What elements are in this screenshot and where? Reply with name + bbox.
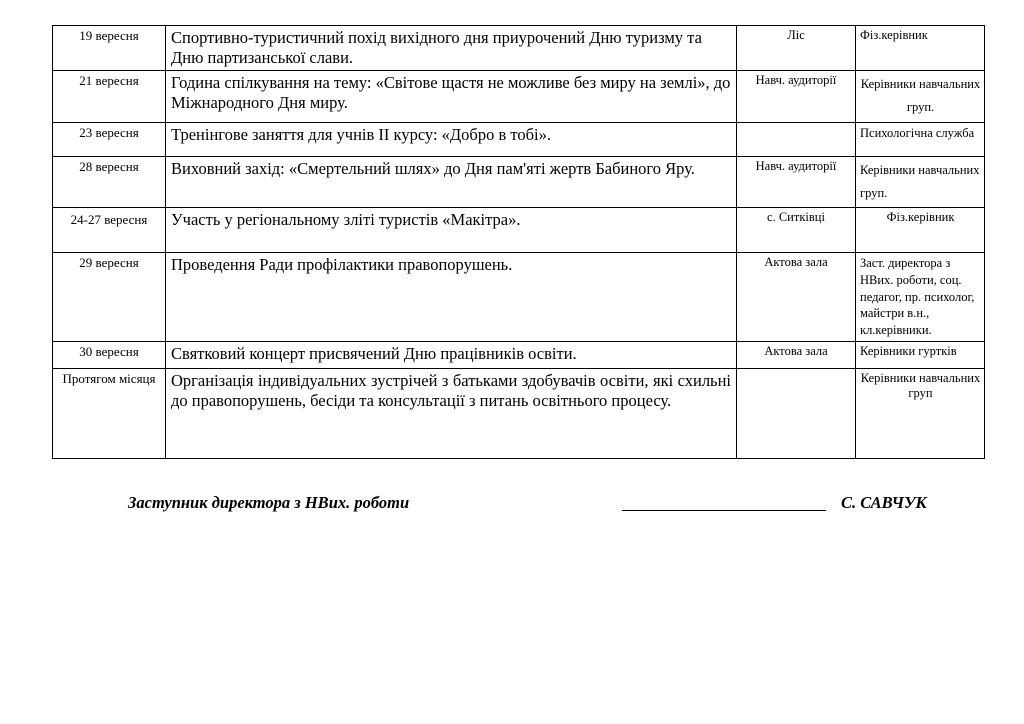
table-row [53, 207, 985, 252]
event-date: 23 вересня [53, 122, 166, 156]
event-responsible: Фіз.керівник [856, 26, 985, 71]
event-date: 28 вересня [53, 156, 166, 207]
event-description: Тренінгове заняття для учнів ІІ курсу: «Добро в тобі». [166, 122, 737, 156]
event-responsible: Фіз.керівник [856, 207, 985, 252]
table-row [53, 26, 985, 71]
table-row [53, 156, 985, 207]
responsible-text: Керівники навчальних груп. [860, 77, 981, 115]
event-description: Година спілкування на тему: «Світове щастя не можливе без миру на землі», до Міжнародного Дня миру. [166, 71, 737, 122]
event-responsible [856, 156, 985, 207]
event-responsible [856, 122, 985, 156]
event-place [737, 122, 856, 156]
event-date: Протягом місяця [53, 369, 166, 459]
date-text: 24-27 вересня [70, 211, 148, 227]
table-row [53, 252, 985, 341]
responsible-text: Заст. директора з НВих. роботи, соц. педагог, пр. психолог, майстри в.н., кл.керівники. [860, 255, 975, 338]
event-responsible [856, 71, 985, 122]
table-row [53, 71, 985, 122]
event-date: 29 вересня [53, 252, 166, 341]
event-date: 21 вересня [53, 71, 166, 122]
event-description: Організація індивідуальних зустрічей з батьками здобувачів освіти, які схильні до правопорушень, бесіди та консультації з питань освітнього процесу. [166, 369, 737, 459]
event-description: Участь у регіональному зліті туристів «Макітра». [166, 207, 737, 252]
event-date [53, 207, 166, 252]
event-description: Святковий концерт присвячений Дню працівників освіти. [166, 342, 737, 369]
signature-title: Заступник директора з НВих. роботи [128, 493, 410, 512]
event-place [737, 369, 856, 459]
signature-name: С. САВЧУК [841, 493, 927, 512]
event-place: с. Ситківці [737, 207, 856, 252]
table-row [53, 122, 985, 156]
event-description: Проведення Ради профілактики правопорушень. [166, 252, 737, 341]
table-row [53, 369, 985, 459]
event-responsible: Керівники гуртків [856, 342, 985, 369]
event-description: Спортивно-туристичний похід вихідного дня приурочений Дню туризму та Дню партизанської слави. [166, 26, 737, 71]
event-responsible [856, 252, 985, 341]
responsible-text: Психологічна служба [860, 125, 975, 140]
event-description: Виховний захід: «Смертельний шлях» до Дня пам'яті жертв Бабиного Яру. [166, 156, 737, 207]
event-place: Ліс [737, 26, 856, 71]
event-place: Актова зала [737, 342, 856, 369]
responsible-text: Керівники навчальних груп. [860, 162, 980, 200]
table-row [53, 342, 985, 369]
event-date: 30 вересня [53, 342, 166, 369]
signature-blank-line [622, 510, 826, 511]
event-responsible: Керівники навчальних груп [856, 369, 985, 459]
signature-block [0, 493, 1024, 517]
event-place: Навч. аудиторії [737, 156, 856, 207]
events-plan-table [52, 25, 985, 459]
event-place: Навч. аудиторії [737, 71, 856, 122]
event-date: 19 вересня [53, 26, 166, 71]
event-place: Актова зала [737, 252, 856, 341]
